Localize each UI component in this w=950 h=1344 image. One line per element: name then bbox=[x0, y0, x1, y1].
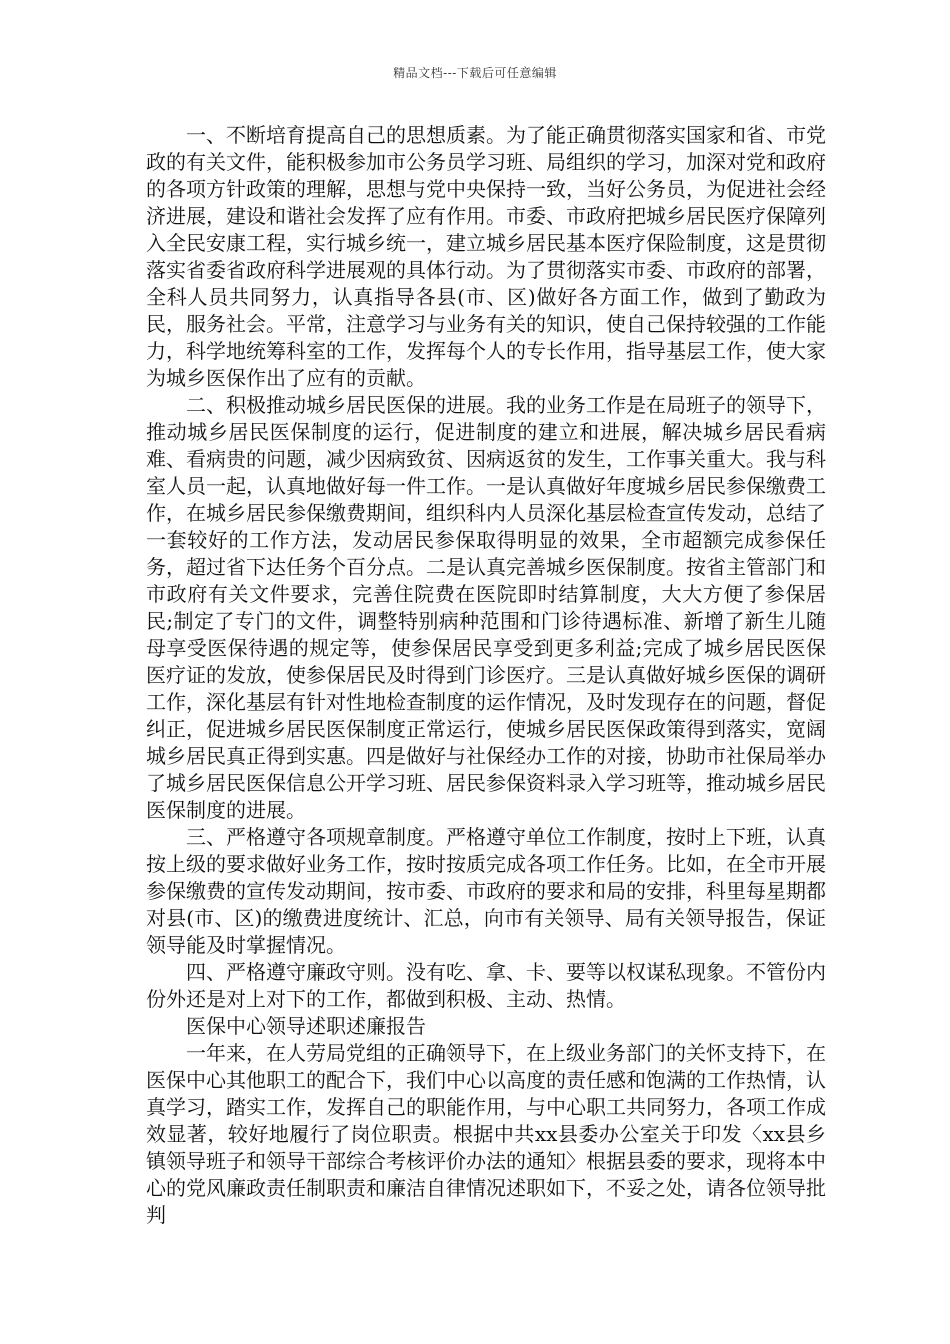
paragraph-1: 一、不断培育提高自己的思想质素。为了能正确贯彻落实国家和省、市党政的有关文件，能积极参加市公务员学习班、局组织的学习，加深对党和政府的各项方针政策的理解，思想与党中央保持一致，当好公务员，为促进社会经济进展，建设和谐社会发挥了应有作用。市委、市政府把城乡居民医疗保障列入全民安康工程，实行城乡统一，建立城乡居民基本医疗保险制度，这是贯彻落实省委省政府科学进展观的具体行动。为了贯彻落实市委、市政府的部署，全科人员共同努力，认真指导各县(市、区)做好各方面工作，做到了勤政为民，服务社会。平常，注意学习与业务有关的知识，使自己保持较强的工作能力，科学地统筹科室的工作，发挥每个人的专长作用，指导基层工作，使大家为城乡医保作出了应有的贡献。 bbox=[146, 123, 826, 390]
paragraph-4: 四、严格遵守廉政守则。没有吃、拿、卡、要等以权谋私现象。不管份内份外还是对上对下的工作，都做到积极、主动、热情。 bbox=[146, 960, 826, 1011]
paragraph-5: 一年来，在人劳局党组的正确领导下，在上级业务部门的关怀支持下，在医保中心其他职工的配合下，我们中心以高度的责任感和饱满的工作热情，认真学习，踏实工作，发挥自己的职能作用，与中心职工共同努力，各项工作成效显著，较好地履行了岗位职责。根据中共xx县委办公室关于印发〈xx县乡镇领导班子和领导干部综合考核评价办法的通知〉根据县委的要求，现将本中心的党风廉政责任制职责和廉洁自律情况述职如下，不妥之处，请各位领导批判 bbox=[146, 1041, 826, 1227]
paragraph-2: 二、积极推动城乡居民医保的进展。我的业务工作是在局班子的领导下，推动城乡居民医保制度的运行，促进制度的建立和进展，解决城乡居民看病难、看病贵的问题，减少因病致贫、因病返贫的发生，工作事关重大。我与科室人员一起，认真地做好每一件工作。一是认真做好年度城乡居民参保缴费工作，在城乡居民参保缴费期间，组织科内人员深化基层检查宣传发动，总结了一套较好的工作方法，发动居民参保取得明显的效果，全市超额完成参保任务，超过省下达任务个百分点。二是认真完善城乡医保制度。按省主管部门和市政府有关文件要求，完善住院费在医院即时结算制度，大大方便了参保居民;制定了专门的文件，调整特别病种范围和门诊待遇标准、新增了新生儿随母享受医保待遇的规定等，使参保居民享受到更多利益;完成了城乡居民医保医疗证的发放，使参保居民及时得到门诊医疗。三是认真做好城乡医保的调研工作，深化基层有针对性地检查制度的运作情况，及时发现存在的问题，督促纠正，促进城乡居民医保制度正常运行，使城乡居民医保政策得到落实，宽阔城乡居民真正得到实惠。四是做好与社保经办工作的对接，协助市社保局举办了城乡居民医保信息公开学习班、居民参保资料录入学习班等，推动城乡居民医保制度的进展。 bbox=[146, 393, 826, 822]
report-title: 医保中心领导述职述廉报告 bbox=[186, 1014, 426, 1038]
document-body bbox=[146, 122, 826, 1229]
paragraph-3: 三、严格遵守各项规章制度。严格遵守单位工作制度，按时上下班，认真按上级的要求做好业务工作，按时按质完成各项工作任务。比如，在全市开展参保缴费的宣传发动期间，按市委、市政府的要求和局的安排，科里每星期都对县(市、区)的缴费进度统计、汇总，向市有关领导、局有关领导报告，保证领导能及时掌握情况。 bbox=[146, 825, 826, 957]
page-header: 精品文档---下载后可任意编辑 bbox=[393, 66, 557, 80]
